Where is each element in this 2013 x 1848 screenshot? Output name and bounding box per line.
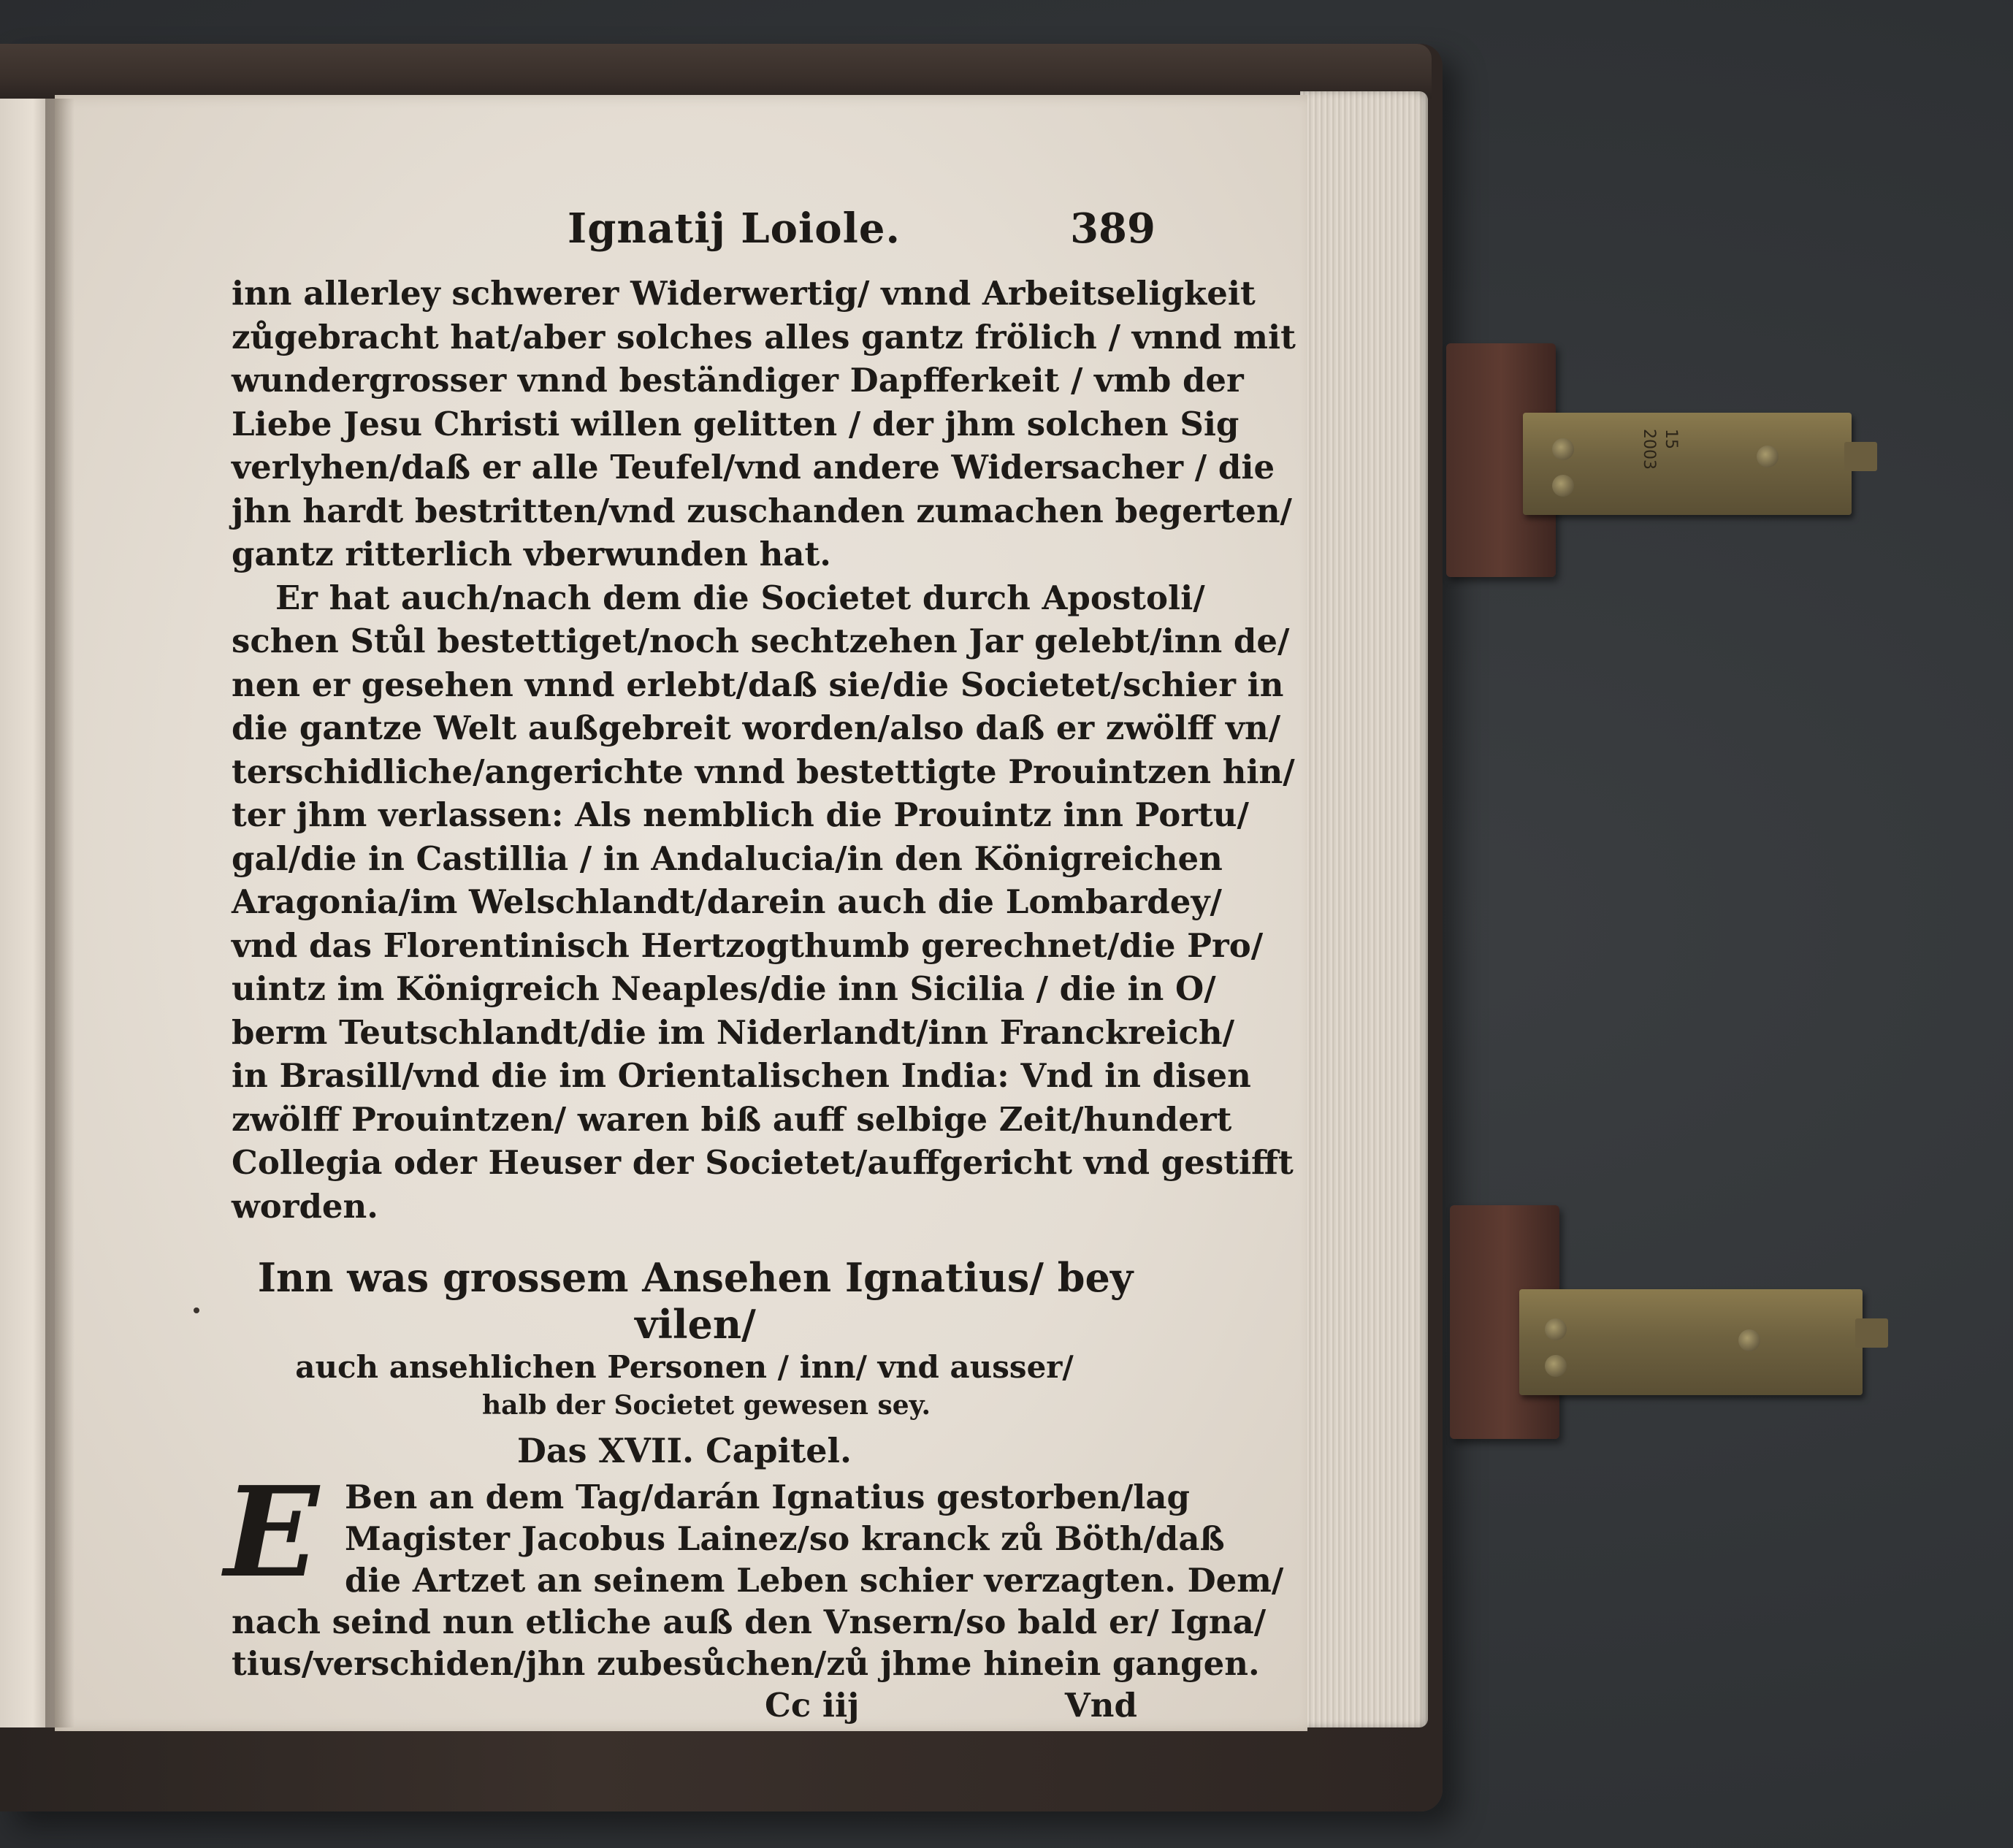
rivet-icon	[1545, 1355, 1567, 1377]
decorated-initial: E	[224, 1459, 319, 1605]
text-block	[224, 205, 1296, 1730]
heading-line: Inn was grossem Ansehen Ignatius/ bey vilen/	[257, 1254, 1134, 1348]
text-line: die gantze Welt außgebreit worden/also daß er zwölff vn/	[232, 709, 1281, 747]
running-head	[232, 205, 1156, 272]
text-line: verlyhen/daß er alle Teufel/vnd andere Widersacher / die	[232, 448, 1275, 486]
paragraph-1	[232, 272, 1296, 576]
lower-clasp-plate	[1519, 1289, 1863, 1395]
rivet-icon	[1545, 1318, 1567, 1340]
text-line: vnd das Florentinisch Hertzogthumb gerechnet/die Pro/	[232, 925, 1264, 965]
upper-clasp-hook	[1844, 442, 1877, 471]
text-line: terschidliche/angerichte vnnd bestettigte Prouintzen hin/	[232, 752, 1295, 791]
upper-clasp-plate	[1523, 413, 1852, 515]
text-line: jhn hardt bestritten/vnd zuschanden zumachen begerten/	[232, 491, 1292, 530]
text-line: Magister Jacobus Lainez/so kranck zů Böth/daß	[345, 1519, 1225, 1558]
text-line: nach seind nun etliche auß den Vnsern/so bald er/ Igna/	[232, 1603, 1267, 1641]
text-line: gantz ritterlich vberwunden hat.	[232, 535, 831, 573]
text-line: in Brasill/vnd die im Orientalischen India: Vnd in disen	[232, 1056, 1251, 1095]
text-line: tius/verschiden/jhn zubesůchen/zů jhme hinein gangen.	[232, 1644, 1260, 1683]
page-footer	[232, 1686, 1137, 1730]
text-line: Liebe Jesu Christi willen gelitten / der jhm solchen Sig	[232, 404, 1239, 443]
rivet-icon	[1552, 438, 1574, 460]
book-page	[55, 95, 1307, 1731]
text-line: worden.	[232, 1186, 378, 1226]
text-line: Er hat auch/nach dem die Societet durch Apostoli/	[275, 578, 1205, 617]
rivet-icon	[1757, 446, 1779, 467]
page-fore-edge	[1300, 91, 1428, 1727]
text-line: ter jhm verlassen: Als nemblich die Prouintz inn Portu/	[232, 795, 1249, 834]
rivet-icon	[1738, 1329, 1760, 1351]
text-line: nen er gesehen vnnd erlebt/daß sie/die Societet/schier in	[232, 665, 1284, 704]
page-gutter-shadow	[45, 99, 75, 1727]
text-line: zwölff Prouintzen/ waren biß auff selbige Zeit/hundert	[232, 1099, 1232, 1139]
text-line: Collegia oder Heuser der Societet/auffgericht vnd gestifft	[232, 1143, 1294, 1182]
catchword: Vnd	[1064, 1686, 1137, 1725]
heading-line: halb der Societet gewesen sey.	[481, 1390, 931, 1421]
paragraph-2	[232, 576, 1295, 1229]
chapter-title: Das XVII. Capitel.	[516, 1431, 852, 1470]
text-line: uintz im Königreich Neaples/die inn Sicilia / die in O/	[232, 969, 1216, 1008]
running-title: Ignatij Loiole.	[568, 205, 901, 253]
book-cover-top-edge	[0, 44, 1432, 99]
rivet-icon	[1552, 475, 1574, 497]
signature-mark: Cc iij	[765, 1686, 860, 1725]
text-line: inn allerley schwerer Widerwertig/ vnnd Arbeitseligkeit	[232, 274, 1256, 313]
text-line: Aragonia/im Welschlandt/darein auch die Lombardey/	[232, 882, 1222, 921]
text-line: Ben an dem Tag/darán Ignatius gestorben/lag	[345, 1478, 1190, 1516]
text-line: schen Stůl bestettiget/noch sechtzehen Jar gelebt/inn de/	[232, 622, 1290, 660]
heading-line: auch ansehlichen Personen / inn/ vnd ausser/	[295, 1349, 1074, 1385]
clasp-stamp: 15	[1662, 429, 1680, 449]
text-line: gal/die in Castillia / in Andalucia/in den Königreichen	[232, 839, 1223, 878]
ink-dot	[194, 1307, 199, 1313]
text-line: zůgebracht hat/aber solches alles gantz frölich / vnnd mit	[232, 317, 1296, 356]
chapter-paragraph	[224, 1459, 1284, 1684]
text-line: berm Teutschlandt/die im Niderlandt/inn Franckreich/	[232, 1012, 1235, 1052]
section-heading	[232, 1254, 1137, 1424]
lower-clasp-hook	[1855, 1318, 1888, 1348]
clasp-stamp: 2003	[1640, 429, 1658, 470]
text-line: die Artzet an seinem Leben schier verzagten. Dem/	[345, 1561, 1284, 1600]
page-number: 389	[1070, 205, 1156, 253]
text-line: wundergrosser vnnd beständiger Dapfferkeit / vmb der	[232, 361, 1244, 400]
